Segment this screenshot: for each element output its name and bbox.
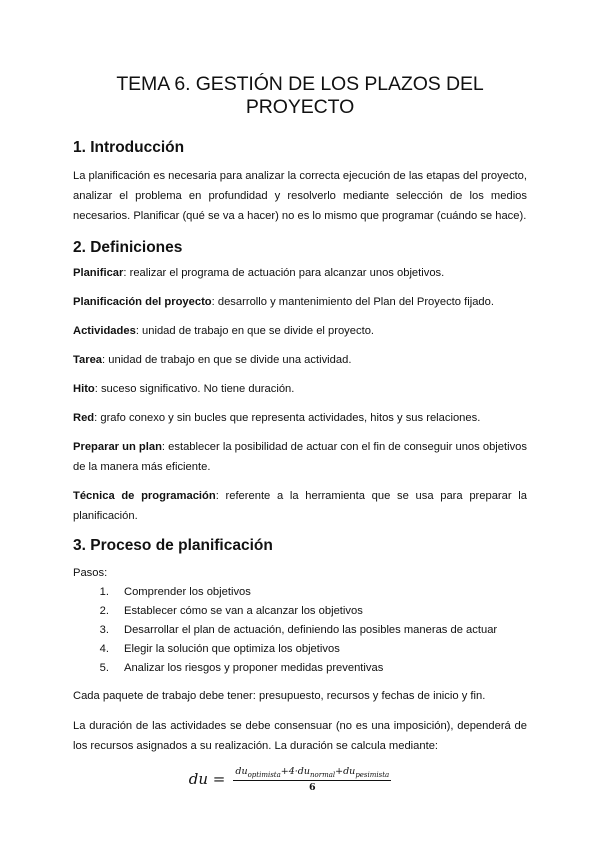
- step-text: Desarrollar el plan de actuación, definiendo las posibles maneras de actuar: [124, 624, 498, 636]
- step-text: Elegir la solución que optimiza los objetivos: [124, 643, 340, 655]
- pasos-label: Pasos:: [73, 567, 108, 579]
- definition-term: Tarea: [73, 354, 103, 366]
- definition-text: : establecer la posibilidad de actuar con el fin de conseguir unos objetivos de la manera más eficiente.: [73, 441, 527, 473]
- work-package-paragraph: Cada paquete de trabajo debe tener: presupuesto, recursos y fechas de inicio y fin.: [73, 690, 486, 702]
- definition-text: : unidad de trabajo en que se divide el proyecto.: [135, 325, 375, 337]
- definition-text: : realizar el programa de actuación para alcanzar unos objetivos.: [123, 267, 445, 279]
- step-number: 2.: [99, 605, 109, 617]
- definition-red: [73, 408, 527, 428]
- document-title: TEMA 6. GESTIÓN DE LOS PLAZOS DEL PROYECTO: [116, 73, 484, 118]
- definition-text: : desarrollo y mantenimiento del Plan del Proyecto fijado.: [211, 296, 494, 308]
- list-item: [73, 659, 527, 678]
- list-item: [73, 640, 527, 659]
- section-heading-introduccion: 1. Introducción: [73, 139, 185, 156]
- step-number: 1.: [99, 586, 109, 598]
- formula-lhs: du =: [188, 770, 226, 789]
- step-text: Comprender los objetivos: [124, 586, 251, 598]
- formula-sub-pesimista: pesimista: [355, 770, 390, 779]
- definition-term: Actividades: [73, 325, 136, 337]
- definition-text: : grafo conexo y sin bucles que representa actividades, hitos y sus relaciones.: [94, 412, 481, 424]
- definition-tecnica-programacion: [73, 486, 527, 526]
- definition-term: Planificar: [73, 267, 124, 279]
- formula-term-pesimista: +du: [335, 766, 356, 777]
- list-item: [73, 602, 527, 621]
- formula-fraction: [233, 766, 391, 793]
- definition-term: Planificación del proyecto: [73, 296, 212, 308]
- step-number: 4.: [99, 643, 109, 655]
- definition-actividades: [73, 321, 527, 341]
- step-text: Establecer cómo se van a alcanzar los objetivos: [124, 605, 363, 617]
- definition-tarea: [73, 350, 527, 370]
- formula-sub-optimista: optimista: [247, 770, 281, 779]
- definition-term: Hito: [73, 383, 95, 395]
- step-number: 5.: [99, 662, 109, 674]
- definition-hito: [73, 379, 527, 399]
- step-number: 3.: [99, 624, 109, 636]
- definition-term: Técnica de programación: [73, 490, 216, 502]
- list-item: [73, 583, 527, 602]
- definition-text: : referente a la herramienta que se usa para preparar la planificación.: [73, 490, 527, 522]
- definition-term: Red: [73, 412, 95, 424]
- duration-paragraph: La duración de las actividades se debe consensuar (no es una imposición), dependerá de los recursos asignados a su realización. La duración se calcula mediante:: [73, 720, 527, 752]
- formula-term-normal: +4·du: [280, 766, 311, 777]
- section-heading-proceso: 3. Proceso de planificación: [73, 537, 273, 554]
- definition-text: : suceso significativo. No tiene duración.: [94, 383, 295, 395]
- definition-planificar: [73, 263, 527, 283]
- step-text: Analizar los riesgos y proponer medidas preventivas: [124, 662, 384, 674]
- definitions-list: [73, 263, 527, 526]
- intro-paragraph: La planificación es necesaria para analizar la correcta ejecución de las etapas del proyecto, analizar el problema en profundidad y resolverlo mediante selección de los medios necesarios. Planificar (qué se va a hacer) no es lo mismo que programar (cuándo se hace).: [73, 170, 527, 222]
- definition-preparar-plan: [73, 437, 527, 477]
- formula-denominator: 6: [308, 781, 316, 793]
- formula-numerator: [233, 766, 391, 781]
- steps-list: [73, 583, 527, 678]
- definition-term: Preparar un plan: [73, 441, 162, 453]
- definition-text: : unidad de trabajo en que se divide una actividad.: [102, 354, 352, 366]
- definition-planificacion-proyecto: [73, 292, 527, 312]
- duration-formula: [73, 766, 527, 793]
- formula-sub-normal: normal: [310, 770, 336, 779]
- section-heading-definiciones: 2. Definiciones: [73, 239, 183, 256]
- list-item: [73, 621, 527, 640]
- formula-term-optimista: du: [235, 766, 248, 777]
